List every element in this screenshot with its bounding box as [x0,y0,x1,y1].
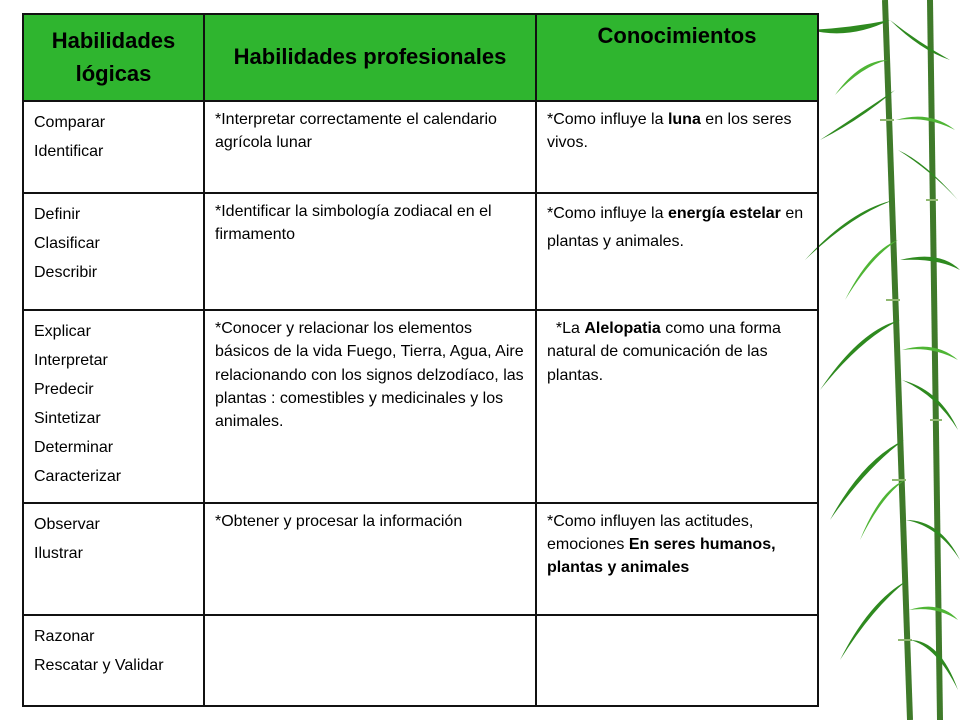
profesionales-cell [204,615,536,706]
knowledge-text: en plantas y animales. [547,204,804,250]
knowledge-text: *Como influyen las actitudes, emociones [547,513,754,554]
skill-item: Definir [34,205,81,223]
profesionales-cell: *Interpretar correctamente el calendario agrícola lunar [204,101,536,192]
skill-item: Comparar [34,114,106,132]
table-row [23,101,818,192]
skill-item: Determinar [34,439,114,457]
header-conocimientos: Conocimientos [536,14,818,101]
skill-item: Caracterizar [34,468,122,486]
logicas-cell [23,101,204,192]
conocimientos-cell [536,503,818,615]
conocimientos-cell [536,310,818,503]
knowledge-text: en los seres vivos. [547,111,792,152]
knowledge-bold: Alelopatia [584,320,661,338]
conocimientos-cell [536,615,818,706]
skill-item: Interpretar [34,352,108,370]
skill-item: Sintetizar [34,410,101,428]
header-row [23,14,818,101]
profesionales-cell: *Identificar la simbología zodiacal en el firmamento [204,193,536,311]
knowledge-text: *La [547,320,585,338]
knowledge-bold: En seres humanos, plantas y animales [547,536,776,577]
knowledge-bold: luna [667,111,701,129]
knowledge-bold: energía estelar [667,204,781,222]
table-row [23,503,818,615]
skill-item: Explicar [34,323,91,341]
table-row [23,310,818,503]
profesionales-cell: *Obtener y procesar la información [204,503,536,615]
skill-item: Predecir [34,381,94,399]
table-row [23,193,818,311]
knowledge-text: *Como influye la [547,111,668,129]
logicas-cell [23,310,204,503]
header-col1-line1: Habilidades [51,28,176,54]
logicas-cell [23,193,204,311]
skill-item: Describir [34,263,98,281]
profesionales-cell: *Conocer y relacionar los elementos básicos de la vida Fuego, Tierra, Agua, Aire relacionando con los signos delzodíaco, las plantas : comestibles y medicinales y los animales. [204,310,536,503]
skill-item: Observar [34,516,100,534]
knowledge-text: como una forma natural de comunicación de las plantas. [547,320,786,384]
logicas-cell [23,503,204,615]
conocimientos-cell [536,101,818,192]
conocimientos-cell [536,193,818,311]
skill-item: Clasificar [34,234,100,252]
header-habilidades-logicas [23,14,204,101]
knowledge-text: *Como influye la [547,204,668,222]
skill-item: Identificar [34,143,104,161]
skill-item: Ilustrar [34,545,83,563]
logicas-cell [23,615,204,706]
skill-item: Razonar [34,627,95,645]
table-row [23,615,818,706]
skill-item: Rescatar y Validar [34,656,164,674]
skills-table [22,13,819,707]
header-habilidades-profesionales: Habilidades profesionales [204,14,536,101]
header-col1-line2: lógicas [75,60,152,86]
